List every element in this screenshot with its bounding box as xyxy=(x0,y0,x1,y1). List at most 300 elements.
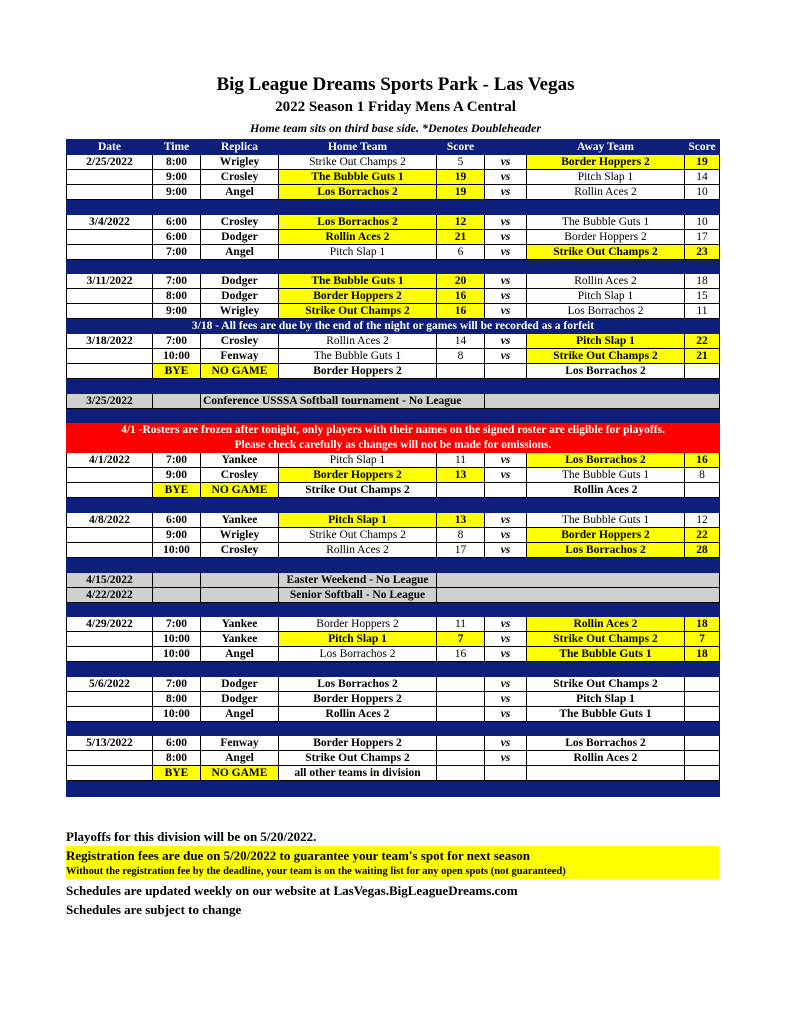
replica-field-cell: Crosley xyxy=(201,214,279,229)
home-team-cell: Pitch Slap 1 xyxy=(279,632,437,647)
home-team-cell: Strike Out Champs 2 xyxy=(279,527,437,542)
replica-field-cell: Dodger xyxy=(201,691,279,706)
home-team-cell: Strike Out Champs 2 xyxy=(279,751,437,766)
separator-cell xyxy=(67,662,720,677)
replica-field-cell: Angel xyxy=(201,185,279,200)
home-score-cell: 5 xyxy=(437,155,485,170)
bye-label: BYE xyxy=(153,766,201,781)
game-row xyxy=(67,691,720,706)
empty-cell xyxy=(685,766,720,781)
away-team-cell: Rollin Aces 2 xyxy=(527,185,685,200)
home-team-cell: Border Hoppers 2 xyxy=(279,736,437,751)
replica-field-cell: Dodger xyxy=(201,289,279,304)
vs-cell: vs xyxy=(485,185,527,200)
vs-cell: vs xyxy=(485,691,527,706)
vs-cell: vs xyxy=(485,542,527,557)
time-cell: 8:00 xyxy=(153,691,201,706)
time-cell: 10:00 xyxy=(153,349,201,364)
away-score-cell: 15 xyxy=(685,289,720,304)
separator-cell xyxy=(67,408,720,423)
game-row xyxy=(67,453,720,468)
replica-field-cell: Yankee xyxy=(201,632,279,647)
time-cell: 7:00 xyxy=(153,617,201,632)
home-score-cell: 16 xyxy=(437,304,485,319)
vs-cell: vs xyxy=(485,676,527,691)
fee-notice-row xyxy=(67,319,720,334)
date-cell xyxy=(67,185,153,200)
bye-away-team: Los Borrachos 2 xyxy=(527,364,685,379)
away-score-cell xyxy=(685,676,720,691)
date-cell: 4/29/2022 xyxy=(67,617,153,632)
no-league-text: Senior Softball - No League xyxy=(279,587,437,602)
bye-row xyxy=(67,364,720,379)
empty-cell xyxy=(437,587,720,602)
away-score-cell: 28 xyxy=(685,542,720,557)
away-score-cell: 22 xyxy=(685,334,720,349)
date-cell xyxy=(67,527,153,542)
empty-cell xyxy=(201,587,279,602)
time-cell: 7:00 xyxy=(153,334,201,349)
away-score-cell: 7 xyxy=(685,632,720,647)
replica-field-cell: Dodger xyxy=(201,274,279,289)
game-row xyxy=(67,185,720,200)
col-date: Date xyxy=(67,140,153,155)
home-score-cell: 13 xyxy=(437,468,485,483)
home-score-cell: 11 xyxy=(437,617,485,632)
home-team-cell: Border Hoppers 2 xyxy=(279,691,437,706)
game-row xyxy=(67,512,720,527)
vs-cell: vs xyxy=(485,617,527,632)
home-score-cell: 11 xyxy=(437,453,485,468)
away-score-cell: 19 xyxy=(685,155,720,170)
date-cell xyxy=(67,706,153,721)
bye-home-team: Border Hoppers 2 xyxy=(279,364,437,379)
game-row xyxy=(67,349,720,364)
col-replica: Replica xyxy=(201,140,279,155)
date-cell: 3/18/2022 xyxy=(67,334,153,349)
away-team-cell: Strike Out Champs 2 xyxy=(527,244,685,259)
away-team-cell: The Bubble Guts 1 xyxy=(527,512,685,527)
empty-cell xyxy=(485,483,527,498)
home-score-cell xyxy=(437,691,485,706)
away-score-cell: 18 xyxy=(685,274,720,289)
home-team-cell: Rollin Aces 2 xyxy=(279,229,437,244)
time-cell: 10:00 xyxy=(153,706,201,721)
away-team-cell: The Bubble Guts 1 xyxy=(527,468,685,483)
away-team-cell: Strike Out Champs 2 xyxy=(527,676,685,691)
date-cell xyxy=(67,766,153,781)
away-score-cell: 18 xyxy=(685,647,720,662)
col-vs xyxy=(485,140,527,155)
home-score-cell: 19 xyxy=(437,170,485,185)
game-row xyxy=(67,527,720,542)
empty-cell xyxy=(153,572,201,587)
game-row xyxy=(67,736,720,751)
vs-cell: vs xyxy=(485,155,527,170)
vs-cell: vs xyxy=(485,274,527,289)
home-team-cell: Los Borrachos 2 xyxy=(279,676,437,691)
game-row xyxy=(67,244,720,259)
away-score-cell: 23 xyxy=(685,244,720,259)
empty-cell xyxy=(437,572,720,587)
away-team-cell: Rollin Aces 2 xyxy=(527,751,685,766)
separator-row xyxy=(67,602,720,617)
no-league-row xyxy=(67,587,720,602)
game-row xyxy=(67,289,720,304)
away-score-cell: 12 xyxy=(685,512,720,527)
home-score-cell xyxy=(437,676,485,691)
separator-row xyxy=(67,721,720,736)
home-team-cell: Border Hoppers 2 xyxy=(279,289,437,304)
game-row xyxy=(67,647,720,662)
date-cell xyxy=(67,647,153,662)
home-score-cell: 12 xyxy=(437,214,485,229)
separator-cell xyxy=(67,721,720,736)
vs-cell: vs xyxy=(485,334,527,349)
vs-cell: vs xyxy=(485,214,527,229)
date-cell xyxy=(67,349,153,364)
bye-away-team xyxy=(527,766,685,781)
notice-text: Please check carefully as changes will not be made for omissions. xyxy=(67,438,720,453)
vs-cell: vs xyxy=(485,512,527,527)
home-score-cell: 20 xyxy=(437,274,485,289)
replica-field-cell: Dodger xyxy=(201,676,279,691)
vs-cell: vs xyxy=(485,468,527,483)
separator-row xyxy=(67,781,720,797)
time-cell: 8:00 xyxy=(153,751,201,766)
replica-field-cell: Fenway xyxy=(201,736,279,751)
separator-row xyxy=(67,200,720,215)
date-cell xyxy=(67,468,153,483)
vs-cell: vs xyxy=(485,647,527,662)
vs-cell: vs xyxy=(485,170,527,185)
time-cell: 8:00 xyxy=(153,155,201,170)
col-away-team: Away Team xyxy=(527,140,685,155)
season-subtitle: 2022 Season 1 Friday Mens A Central xyxy=(275,99,516,115)
home-team-cell: Border Hoppers 2 xyxy=(279,617,437,632)
empty-cell xyxy=(153,587,201,602)
replica-field-cell: Crosley xyxy=(201,542,279,557)
separator-cell xyxy=(67,379,720,394)
away-team-cell: Los Borrachos 2 xyxy=(527,736,685,751)
date-cell xyxy=(67,304,153,319)
away-team-cell: The Bubble Guts 1 xyxy=(527,647,685,662)
date-cell: 4/1/2022 xyxy=(67,453,153,468)
away-team-cell: Los Borrachos 2 xyxy=(527,542,685,557)
home-score-cell xyxy=(437,706,485,721)
separator-row xyxy=(67,408,720,423)
replica-field-cell: Fenway xyxy=(201,349,279,364)
away-team-cell: Border Hoppers 2 xyxy=(527,155,685,170)
replica-field-cell: Wrigley xyxy=(201,304,279,319)
home-team-cell: Rollin Aces 2 xyxy=(279,542,437,557)
home-team-cell: Border Hoppers 2 xyxy=(279,468,437,483)
away-team-cell: Border Hoppers 2 xyxy=(527,229,685,244)
game-row xyxy=(67,229,720,244)
away-score-cell: 22 xyxy=(685,527,720,542)
separator-row xyxy=(67,662,720,677)
no-league-row xyxy=(67,572,720,587)
away-score-cell: 16 xyxy=(685,453,720,468)
date-cell: 3/25/2022 xyxy=(67,393,153,408)
time-cell: 7:00 xyxy=(153,453,201,468)
date-cell xyxy=(67,542,153,557)
time-cell: 10:00 xyxy=(153,632,201,647)
replica-field-cell: Crosley xyxy=(201,170,279,185)
date-cell xyxy=(67,632,153,647)
empty-cell xyxy=(437,364,485,379)
away-score-cell: 10 xyxy=(685,214,720,229)
vs-cell: vs xyxy=(485,751,527,766)
game-row xyxy=(67,170,720,185)
time-cell: 10:00 xyxy=(153,542,201,557)
schedule-table xyxy=(66,139,720,797)
bye-label: BYE xyxy=(153,364,201,379)
separator-cell xyxy=(67,781,720,797)
home-score-cell xyxy=(437,751,485,766)
empty-cell xyxy=(485,393,720,408)
roster-alert-row xyxy=(67,438,720,453)
separator-cell xyxy=(67,602,720,617)
waiting-list-note: Without the registration fee by the deadline, your team is on the waiting list for any open spots (not guaranteed) xyxy=(66,866,566,877)
time-cell: 8:00 xyxy=(153,289,201,304)
away-team-cell: Strike Out Champs 2 xyxy=(527,632,685,647)
time-cell: 6:00 xyxy=(153,214,201,229)
time-cell: 6:00 xyxy=(153,736,201,751)
separator-cell xyxy=(67,259,720,274)
home-score-cell: 21 xyxy=(437,229,485,244)
schedule-body xyxy=(67,140,720,797)
home-team-cell: The Bubble Guts 1 xyxy=(279,274,437,289)
separator-cell xyxy=(67,200,720,215)
header-row xyxy=(67,140,720,155)
home-team-cell: Rollin Aces 2 xyxy=(279,706,437,721)
home-team-cell: The Bubble Guts 1 xyxy=(279,170,437,185)
roster-alert-row xyxy=(67,423,720,438)
replica-field-cell: Angel xyxy=(201,647,279,662)
home-team-note: Home team sits on third base side. *Denotes Doubleheader xyxy=(250,121,541,135)
vs-cell: vs xyxy=(485,229,527,244)
replica-field-cell: Angel xyxy=(201,751,279,766)
game-row xyxy=(67,542,720,557)
no-league-text: Easter Weekend - No League xyxy=(279,572,437,587)
game-row xyxy=(67,155,720,170)
home-team-cell: Rollin Aces 2 xyxy=(279,334,437,349)
date-cell xyxy=(67,483,153,498)
date-cell xyxy=(67,364,153,379)
separator-row xyxy=(67,379,720,394)
vs-cell: vs xyxy=(485,289,527,304)
home-score-cell: 6 xyxy=(437,244,485,259)
date-cell: 4/8/2022 xyxy=(67,512,153,527)
away-team-cell: Rollin Aces 2 xyxy=(527,617,685,632)
col-home-team: Home Team xyxy=(279,140,437,155)
home-team-cell: The Bubble Guts 1 xyxy=(279,349,437,364)
vs-cell: vs xyxy=(485,632,527,647)
away-team-cell: Pitch Slap 1 xyxy=(527,289,685,304)
date-cell xyxy=(67,170,153,185)
away-score-cell: 14 xyxy=(685,170,720,185)
separator-row xyxy=(67,557,720,572)
vs-cell: vs xyxy=(485,304,527,319)
vs-cell: vs xyxy=(485,453,527,468)
game-row xyxy=(67,632,720,647)
bye-row xyxy=(67,483,720,498)
away-team-cell: Pitch Slap 1 xyxy=(527,334,685,349)
home-score-cell: 16 xyxy=(437,289,485,304)
replica-field-cell: Yankee xyxy=(201,512,279,527)
away-score-cell xyxy=(685,751,720,766)
game-row xyxy=(67,468,720,483)
vs-cell: vs xyxy=(485,244,527,259)
bye-label: BYE xyxy=(153,483,201,498)
vs-cell: vs xyxy=(485,706,527,721)
home-score-cell: 8 xyxy=(437,527,485,542)
replica-field-cell: Wrigley xyxy=(201,155,279,170)
home-team-cell: Strike Out Champs 2 xyxy=(279,155,437,170)
separator-cell xyxy=(67,557,720,572)
away-team-cell: Strike Out Champs 2 xyxy=(527,349,685,364)
replica-field-cell: Angel xyxy=(201,706,279,721)
home-team-cell: Los Borrachos 2 xyxy=(279,185,437,200)
no-game-label: NO GAME xyxy=(201,364,279,379)
empty-cell xyxy=(201,572,279,587)
home-score-cell: 8 xyxy=(437,349,485,364)
away-team-cell: Pitch Slap 1 xyxy=(527,170,685,185)
away-score-cell xyxy=(685,691,720,706)
time-cell: 9:00 xyxy=(153,185,201,200)
replica-field-cell: Angel xyxy=(201,244,279,259)
time-cell: 7:00 xyxy=(153,274,201,289)
replica-field-cell: Crosley xyxy=(201,334,279,349)
notice-text: 3/18 - All fees are due by the end of the night or games will be recorded as a forfeit xyxy=(67,319,720,334)
game-row xyxy=(67,706,720,721)
registration-note: Registration fees are due on 5/20/2022 to guarantee your team's spot for next season xyxy=(66,848,530,863)
empty-cell xyxy=(437,483,485,498)
bye-row xyxy=(67,766,720,781)
time-cell: 7:00 xyxy=(153,676,201,691)
date-cell: 4/22/2022 xyxy=(67,587,153,602)
home-team-cell: Pitch Slap 1 xyxy=(279,512,437,527)
separator-row xyxy=(67,498,720,513)
col-away-score: Score xyxy=(685,140,720,155)
home-score-cell xyxy=(437,736,485,751)
page-title: Big League Dreams Sports Park - Las Vegas xyxy=(216,74,575,95)
empty-cell xyxy=(485,364,527,379)
empty-cell xyxy=(685,364,720,379)
empty-cell xyxy=(485,766,527,781)
game-row xyxy=(67,304,720,319)
separator-cell xyxy=(67,498,720,513)
replica-field-cell: Dodger xyxy=(201,229,279,244)
home-score-cell: 16 xyxy=(437,647,485,662)
bye-away-team: Rollin Aces 2 xyxy=(527,483,685,498)
away-team-cell: Los Borrachos 2 xyxy=(527,453,685,468)
game-row xyxy=(67,751,720,766)
away-score-cell: 17 xyxy=(685,229,720,244)
away-score-cell: 8 xyxy=(685,468,720,483)
home-team-cell: Pitch Slap 1 xyxy=(279,453,437,468)
website-note: Schedules are updated weekly on our website at LasVegas.BigLeagueDreams.com xyxy=(66,883,518,898)
time-cell: 7:00 xyxy=(153,244,201,259)
game-row xyxy=(67,334,720,349)
date-cell: 3/4/2022 xyxy=(67,214,153,229)
game-row xyxy=(67,274,720,289)
date-cell: 2/25/2022 xyxy=(67,155,153,170)
home-team-cell: Strike Out Champs 2 xyxy=(279,304,437,319)
date-cell xyxy=(67,229,153,244)
replica-field-cell: Yankee xyxy=(201,617,279,632)
time-cell: 10:00 xyxy=(153,647,201,662)
empty-cell xyxy=(685,483,720,498)
time-cell: 9:00 xyxy=(153,527,201,542)
empty-cell xyxy=(153,393,201,408)
home-score-cell: 13 xyxy=(437,512,485,527)
home-score-cell: 19 xyxy=(437,185,485,200)
away-team-cell: Rollin Aces 2 xyxy=(527,274,685,289)
time-cell: 9:00 xyxy=(153,304,201,319)
away-team-cell: Border Hoppers 2 xyxy=(527,527,685,542)
change-note: Schedules are subject to change xyxy=(66,902,242,917)
bye-home-team: all other teams in division xyxy=(279,766,437,781)
away-score-cell xyxy=(685,706,720,721)
game-row xyxy=(67,617,720,632)
col-home-score: Score xyxy=(437,140,485,155)
no-game-label: NO GAME xyxy=(201,766,279,781)
home-team-cell: Los Borrachos 2 xyxy=(279,647,437,662)
home-team-cell: Pitch Slap 1 xyxy=(279,244,437,259)
away-team-cell: The Bubble Guts 1 xyxy=(527,214,685,229)
replica-field-cell: Crosley xyxy=(201,468,279,483)
date-cell xyxy=(67,244,153,259)
away-score-cell: 18 xyxy=(685,617,720,632)
empty-cell xyxy=(437,766,485,781)
away-score-cell: 11 xyxy=(685,304,720,319)
away-team-cell: Pitch Slap 1 xyxy=(527,691,685,706)
time-cell: 6:00 xyxy=(153,229,201,244)
home-score-cell: 7 xyxy=(437,632,485,647)
vs-cell: vs xyxy=(485,736,527,751)
no-game-label: NO GAME xyxy=(201,483,279,498)
vs-cell: vs xyxy=(485,527,527,542)
home-team-cell: Los Borrachos 2 xyxy=(279,214,437,229)
time-cell: 9:00 xyxy=(153,468,201,483)
notice-text: 4/1 -Rosters are frozen after tonight, only players with their names on the signed roster are eligible for playoffs. xyxy=(67,423,720,438)
separator-row xyxy=(67,259,720,274)
playoffs-note: Playoffs for this division will be on 5/20/2022. xyxy=(66,829,317,844)
no-league-text: Conference USSSA Softball tournament - No League xyxy=(201,393,485,408)
away-team-cell: The Bubble Guts 1 xyxy=(527,706,685,721)
date-cell: 5/13/2022 xyxy=(67,736,153,751)
away-score-cell: 21 xyxy=(685,349,720,364)
date-cell: 3/11/2022 xyxy=(67,274,153,289)
date-cell xyxy=(67,751,153,766)
game-row xyxy=(67,676,720,691)
vs-cell: vs xyxy=(485,349,527,364)
date-cell: 4/15/2022 xyxy=(67,572,153,587)
away-score-cell: 10 xyxy=(685,185,720,200)
bye-home-team: Strike Out Champs 2 xyxy=(279,483,437,498)
away-score-cell xyxy=(685,736,720,751)
replica-field-cell: Yankee xyxy=(201,453,279,468)
date-cell: 5/6/2022 xyxy=(67,676,153,691)
time-cell: 9:00 xyxy=(153,170,201,185)
date-cell xyxy=(67,691,153,706)
home-score-cell: 14 xyxy=(437,334,485,349)
date-cell xyxy=(67,289,153,304)
home-score-cell: 17 xyxy=(437,542,485,557)
no-league-row xyxy=(67,393,720,408)
